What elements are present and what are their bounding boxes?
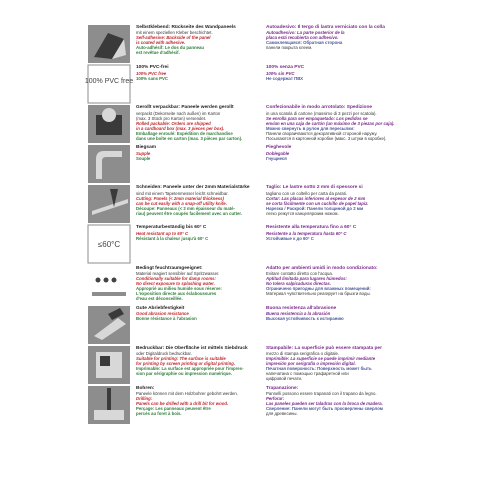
text-fr: Résistant à la chaleur jusqu'à 60° C — [136, 235, 209, 241]
text-es: Las paneles pueden ser taladras con la broca de madera. — [266, 401, 383, 407]
text-it: Pannelli possono essere trapanati con il trapano da legno. — [266, 391, 377, 397]
heading-it: Taglio: Le lastre sotto 2 mm di spessore si — [266, 185, 363, 191]
text-es: Resistente a la temperatura hasta 60° C — [266, 230, 347, 236]
text-ru: Высокая устойчивость к истиранию — [266, 316, 344, 322]
text-en: Panels can be drilled with a drill bit for wood. — [136, 401, 229, 407]
text-es: placa está recubierta con adhesivo. — [266, 35, 339, 41]
italian-spanish-russian-text — [266, 25, 402, 63]
heading-de: Temperaturbeständig bis 60° C — [136, 225, 207, 231]
text-en: can be cut easily with a snap-off utility knife. — [136, 200, 227, 206]
text-en: Heat resistant up to 60° C — [136, 230, 189, 236]
italian-spanish-russian-text — [266, 185, 402, 223]
text-en: No direct exposure to splashing water. — [136, 280, 215, 286]
text-ru: Можно свернуть в рулон для пересылки: — [266, 125, 355, 131]
heading-de: Schneiden: Paneele unter der 2mm Materialstärke — [136, 185, 250, 191]
text-fr: Découpe: Panneaux (< 2 mm épaisseur du maté- — [136, 205, 235, 211]
text-en: in a cardboard box (max. 3 pieces per box). — [136, 125, 225, 131]
text-es: envían en una caja de cartón (un máximo de 3 piezas por caja). — [266, 120, 395, 126]
text-es: Buena resistencia a la abrasión — [266, 311, 331, 317]
text-es: se corta fácilmente con un cuchillo de papel tapiz. — [266, 200, 369, 206]
text-ru: цифровой печати. — [266, 376, 303, 382]
text-ru: легко режутся канцелярским ножом. — [266, 210, 339, 216]
property-row-abrasion — [88, 306, 418, 344]
heading-de: Gute Abriebfestigkeit — [136, 305, 185, 311]
text-fr: 100% sans PVC — [136, 75, 169, 81]
text-en: 100% PVC free — [136, 70, 167, 76]
heading-it: 100% senza PVC — [266, 65, 305, 71]
property-row-printable — [88, 346, 418, 384]
text-es: Doblegable — [266, 150, 290, 156]
text-en: for printing by screen printing or digital printing. — [136, 361, 236, 367]
text-en: Rolled packable: Orders are shipped — [136, 120, 211, 126]
german-english-french-text — [136, 225, 272, 263]
property-row-cutting — [88, 185, 418, 223]
text-de: mit einem speziellen Kleber beschichtet. — [136, 30, 213, 36]
text-de: Paneele können mit dem Holzbohrer gebohrt werden. — [136, 391, 238, 397]
italian-spanish-russian-text — [266, 306, 402, 344]
italian-spanish-russian-text — [266, 225, 402, 263]
text-en: is coated with adhesive. — [136, 40, 186, 46]
text-fr: riau) peuvent être coupés facilement avec un cutter. — [136, 210, 243, 216]
text-fr: Imprimable: La surface est appropriée pour l'impres- — [136, 366, 244, 372]
text-en: Drilling: — [136, 396, 153, 402]
text-ru: панели покрыта клеем. — [266, 45, 313, 51]
printable-icon — [88, 346, 130, 384]
property-row-self-adhesive — [88, 25, 418, 63]
text-es: Aptitud limitada para lugares húmedos: — [266, 275, 347, 281]
text-es: impresión por serigrafía o impresión digital. — [266, 361, 356, 367]
heading-de: Gerollt verpackbar: Paneele werden gerollt — [136, 105, 234, 111]
german-english-french-text — [136, 306, 272, 344]
italian-spanish-russian-text — [266, 346, 402, 384]
properties-sheet — [84, 25, 418, 426]
text-it: Evitare contatto diretto con l'acqua. — [266, 270, 333, 276]
text-fr: Emballage enroulé: Expédition de marchandise — [136, 130, 233, 136]
text-ru: Гнущиеся — [266, 155, 287, 161]
property-row-drilling — [88, 386, 418, 424]
italian-spanish-russian-text — [266, 105, 402, 143]
heading-it: Autoadesivo: Il tergo di lastra verniciato con la colla — [266, 25, 385, 30]
text-en: Conditionally suitable for damp rooms: — [136, 275, 216, 281]
text-en: Supple — [136, 150, 151, 156]
text-de: verpackt (Dekorseite nach außen) im Karton — [136, 110, 221, 116]
pvc-free-icon-label: 100% PVC free — [84, 78, 134, 86]
text-fr: Approprié au milieu humide sous réserve: — [136, 285, 222, 291]
text-en: Cutting: Panels (< 2mm material thickness) — [136, 195, 224, 201]
heading-it: Adatto per ambienti umidi in modo condizionato: — [266, 265, 378, 271]
text-fr: Souple — [136, 155, 151, 161]
german-english-french-text — [136, 185, 272, 223]
text-en: Self-adhesive: Backside of the panel — [136, 35, 211, 41]
property-row-flexible — [88, 145, 418, 183]
moisture-icon — [88, 266, 130, 304]
heading-de: Selbstklebend: Rückseite des Wandpaneels — [136, 25, 236, 30]
rolled-packable-icon — [88, 105, 130, 143]
text-es: Se enrolla para ser empaquetado: Los pedidos se — [266, 115, 368, 121]
text-it: in una scatola di cartone (massimo di 3 pezzi per scatola). — [266, 110, 377, 116]
text-it: mezzo di stampa serigrafica o digitale. — [266, 351, 340, 357]
italian-spanish-russian-text — [266, 145, 402, 183]
flexible-icon — [88, 145, 130, 183]
german-english-french-text — [136, 25, 272, 63]
german-english-french-text — [136, 346, 272, 384]
german-english-french-text — [136, 65, 272, 103]
italian-spanish-russian-text — [266, 65, 402, 103]
property-row-pvc-free — [84, 65, 418, 103]
text-fr: sion par sérigraphie ou impression numérique. — [136, 371, 232, 377]
heading-it: Trapanazione: — [266, 385, 299, 391]
text-es: No tolera salpicaduras directas. — [266, 280, 331, 286]
text-ru: Устойчивые к до 60° С — [266, 235, 314, 241]
text-es: Perforar: — [266, 396, 285, 402]
text-ru: Печатная поверхность: Поверхность может быть — [266, 366, 372, 372]
cutting-icon — [88, 185, 130, 223]
abrasion-icon — [88, 306, 130, 344]
text-ru: Материал чувствительно реагирует на брызги воды. — [266, 290, 371, 296]
temperature-icon-label: ≤60°C — [97, 240, 121, 250]
text-fr: L'exposition directe aux éclaboussures — [136, 290, 217, 296]
text-fr: Bonne résistance à l'abrasion — [136, 316, 197, 322]
text-fr: percés au foret à bois. — [136, 411, 182, 417]
text-ru: для древесины. — [266, 411, 298, 417]
text-fr: est revêtue d'adhésif. — [136, 50, 180, 56]
german-english-french-text — [136, 105, 272, 143]
text-de: Material reagiert sensibler auf Spritzwasser. — [136, 270, 220, 276]
text-es: Cortar: Las placas inferiores al espesor de 2 mm — [266, 195, 366, 201]
heading-it: Pieghevole — [266, 145, 292, 151]
text-fr: dans une boîte en carton (max. 3 pièces par carton). — [136, 135, 243, 141]
text-en: Suitable for printing: The surface is suitable — [136, 356, 226, 362]
text-fr: Auto-adhésif: Le dos du panneau — [136, 45, 205, 51]
text-ru: Панели свораичваются декоративной стороной наружу. — [266, 130, 378, 136]
italian-spanish-russian-text — [266, 386, 402, 424]
text-ru: Посылаются в картонной коробке (макс. 3 штуки в коробке). — [266, 135, 387, 141]
text-ru: Нарезка / Раскрой: Панели толщиной до 2 мм — [266, 205, 364, 211]
text-ru: Не содержат ПВХ — [266, 75, 304, 81]
text-de: sind mit einem Tapetenmesser leicht schneidbar. — [136, 190, 229, 196]
text-ru: Ограничено пригодны для влажных помещений: — [266, 285, 371, 291]
text-fr: Perçage: Les panneaux peuvent être — [136, 406, 211, 412]
heading-de: Bedingt feuchtraumgeeignet: — [136, 265, 203, 271]
german-english-french-text — [136, 145, 272, 183]
property-row-temperature — [88, 225, 418, 263]
text-de: oder Digitaldruck bedruckbar. — [136, 351, 192, 357]
text-fr: d'eau est déconseillée. — [136, 295, 183, 301]
text-ru: напечатана с помощью трафаретной или — [266, 371, 349, 377]
heading-de: Biegsam — [136, 145, 156, 151]
heading-de: Bohren: — [136, 385, 155, 391]
text-ru: Самоклеящаяся: Обратная сторона — [266, 40, 343, 46]
heading-it: Buona resistenza all'abrasione — [266, 305, 337, 311]
self-adhesive-icon — [88, 25, 130, 63]
heading-de: Bedruckbar: Die Oberfläche ist mittels Siebdruck — [136, 345, 248, 351]
text-en: Good abrasion resistance — [136, 311, 189, 317]
text-it: tagliano con un coltello per carta da parati. — [266, 190, 347, 196]
heading-de: 100% PVC-frei — [136, 65, 169, 71]
text-es: 100% sin PVC — [266, 70, 295, 76]
text-de: (max. 3 Stück pro Karton) versendet. — [136, 115, 207, 121]
text-es: Imprimible: La superficie se puede imprimir mediante — [266, 356, 376, 362]
heading-it: Resistente alla temperatura fino a 60° C — [266, 225, 357, 231]
italian-spanish-russian-text — [266, 266, 402, 304]
heading-it: Confezionabile in modo arrotolato: Spedizione — [266, 105, 373, 111]
german-english-french-text — [136, 386, 272, 424]
heading-it: Stampabile: La superficie può essere stampata per — [266, 345, 382, 351]
text-es: Autoadhesivo: La parte posterior de la — [266, 30, 345, 36]
pvc-free-icon — [84, 65, 134, 103]
german-english-french-text — [136, 266, 272, 304]
property-row-rolled-packable — [88, 105, 418, 143]
temperature-icon — [88, 225, 130, 263]
drilling-icon — [88, 386, 130, 424]
property-row-moisture — [88, 266, 418, 304]
text-ru: Сверление: Панели могут быть просверлены сверлом — [266, 406, 383, 412]
